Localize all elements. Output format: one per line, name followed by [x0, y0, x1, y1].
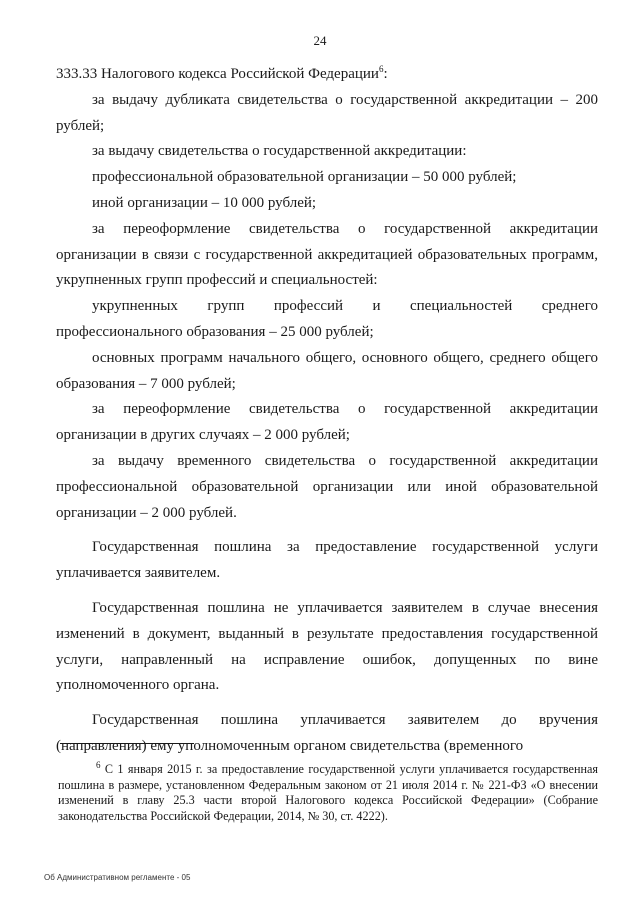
paragraph: профессиональной образовательной организации – 50 000 рублей; — [92, 169, 517, 186]
footnote-text: С 1 января 2015 г. за предоставление государственной услуги уплачивается государственная пошлина в размере, установленном Федеральным законом от 21 июля 2014 г. № 221-ФЗ «О внесении изменений в главу 25.3 части второй Налогового кодекса Российской Федерации» (Собрание законодательства Российской Федерации, 2014, № 30, ст. 4222). — [58, 762, 599, 823]
footnote-marker: 6 — [96, 759, 101, 770]
paragraph: за переоформление свидетельства о государственной аккредитации организации в других случаях – 2 000 рублей; — [56, 401, 598, 444]
paragraph: за выдачу свидетельства о государственной аккредитации: — [92, 143, 467, 160]
paragraph: основных программ начального общего, основного общего, среднего общего образования – 7 000 рублей; — [56, 349, 598, 392]
page-number: 24 — [313, 33, 327, 48]
paragraph: за выдачу временного свидетельства о государственной аккредитации профессиональной образовательной организации или иной образовательной организации – 2 000 рублей. — [56, 452, 598, 521]
paragraph: Государственная пошлина за предоставление государственной услуги уплачивается заявителем. — [56, 539, 598, 582]
paragraph: иной организации – 10 000 рублей; — [92, 194, 317, 211]
paragraph: Государственная пошлина уплачивается заявителем до вручения (направления) ему уполномоченным органом свидетельства (временного — [56, 712, 598, 754]
paragraph: Государственная пошлина не уплачивается заявителем в случае внесения изменений в документ, выданный в результате предоставления государственной услуги, направленный на исправление ошибок, допущенных по вине уполномоченного органа. — [56, 599, 598, 694]
body-text — [56, 62, 598, 760]
paragraph: за переоформление свидетельства о государственной аккредитации организации в связи с государственной аккредитацией образовательных программ, укрупненных групп профессий и специальностей: — [56, 220, 598, 289]
paragraph: за выдачу дубликата свидетельства о государственной аккредитации – 200 рублей; — [56, 91, 598, 134]
footnote-reference[interactable]: 6 — [378, 64, 384, 74]
footnote — [58, 759, 599, 824]
paragraph: 333.33 Налогового кодекса Российской Федерации$^6$: — [56, 64, 388, 82]
footer-note: Об Административном регламенте - 05 — [44, 873, 191, 882]
footnote-divider — [60, 743, 194, 744]
paragraph: укрупненных групп профессий и специальностей среднего профессионального образования – 25 000 рублей; — [56, 298, 598, 340]
